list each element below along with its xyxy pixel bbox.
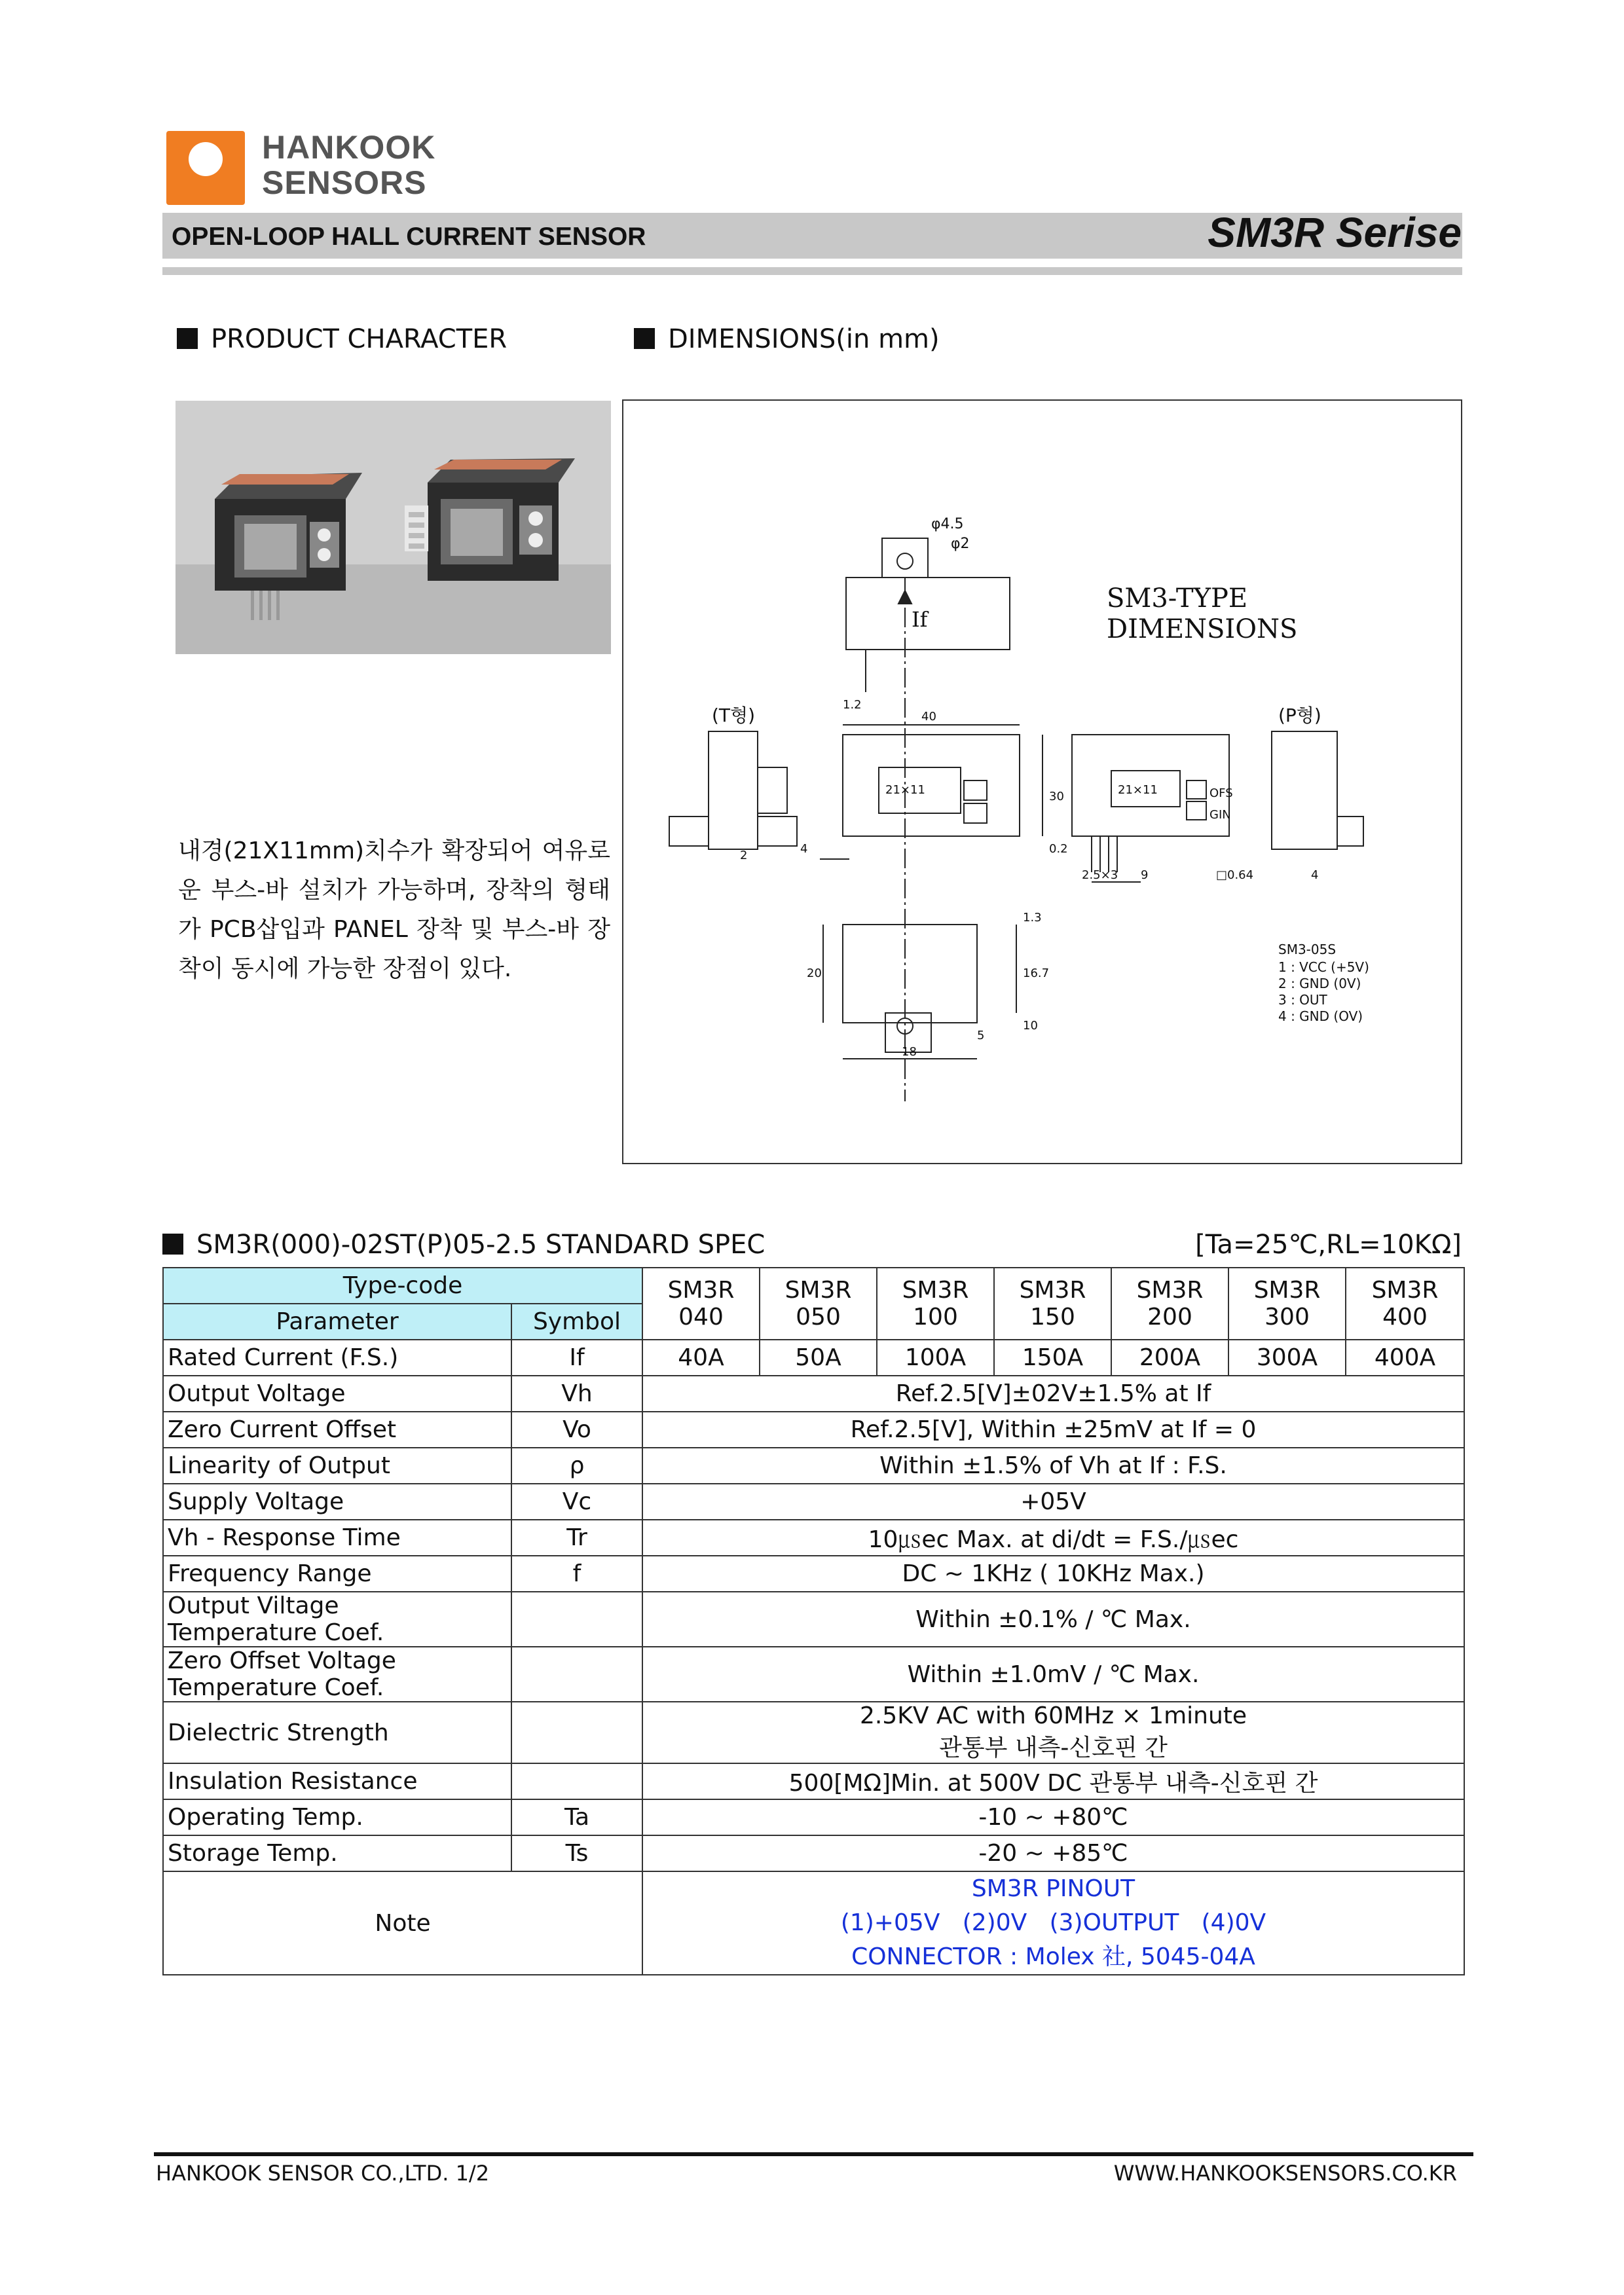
value-cell: 2.5KV AC with 60MHz × 1minute 관통부 내측-신호핀 간: [642, 1702, 1464, 1763]
param-cell: Rated Current (F.S.): [163, 1340, 511, 1376]
footer-website[interactable]: WWW.HANKOOKSENSORS.CO.KR: [1113, 2161, 1457, 2186]
symbol-cell: Vo: [511, 1412, 642, 1448]
symbol-cell: [511, 1763, 642, 1799]
dim-phi2: φ2: [951, 536, 970, 552]
product-character-heading: [177, 324, 507, 354]
value-cell: Ref.2.5[V], Within ±25mV at If = 0: [642, 1412, 1464, 1448]
connector-line: CONNECTOR : Molex 社, 5045-04A: [851, 1943, 1255, 1970]
symbol-cell: Tr: [511, 1520, 642, 1556]
type-code-header: Type-code: [163, 1268, 642, 1304]
pinout-3: 3 : OUT: [1278, 992, 1327, 1008]
dim-16-7: 16.7: [1023, 966, 1050, 980]
model-header: SM3R 100: [877, 1268, 994, 1340]
drawing-title-2: DIMENSIONS: [1107, 614, 1298, 644]
pinout-2: 2 : GND (0V): [1278, 976, 1361, 991]
parameter-header: Parameter: [163, 1304, 511, 1340]
t-type-label: (T형): [712, 705, 755, 726]
param-cell: Insulation Resistance: [163, 1763, 511, 1799]
param-cell: Output Viltage Temperature Coef.: [163, 1592, 511, 1647]
document-subtitle: OPEN-LOOP HALL CURRENT SENSOR: [172, 223, 646, 251]
symbol-cell: Vh: [511, 1376, 642, 1412]
value-cell: +05V: [642, 1484, 1464, 1520]
dimensions-label: DIMENSIONS(in mm): [668, 324, 940, 354]
table-row: [163, 1835, 1464, 1871]
value-cell: 150A: [994, 1340, 1111, 1376]
table-row: [163, 1520, 1464, 1556]
dim-9: 9: [1141, 868, 1149, 882]
value-cell: 10㎲ec Max. at di/dt = F.S./㎲ec: [642, 1520, 1464, 1556]
table-row: [163, 1448, 1464, 1484]
symbol-cell: f: [511, 1556, 642, 1592]
param-cell: Zero Current Offset: [163, 1412, 511, 1448]
model-header: SM3R 150: [994, 1268, 1111, 1340]
dim-40: 40: [921, 710, 936, 724]
if-label: If: [912, 607, 928, 632]
dim-10: 10: [1023, 1019, 1038, 1033]
p-type-label: (P형): [1278, 705, 1321, 726]
title-bar-underline: [162, 267, 1462, 275]
pinout-4: 4 : GND (OV): [1278, 1008, 1363, 1024]
footer-divider: [154, 2152, 1473, 2156]
value-cell: 40A: [642, 1340, 760, 1376]
dim-1-2: 1.2: [843, 698, 862, 712]
value-cell: Ref.2.5[V]±02V±1.5% at If: [642, 1376, 1464, 1412]
logo-line-2: SENSORS: [262, 164, 427, 201]
value-cell: Within ±1.0mV / ℃ Max.: [642, 1647, 1464, 1702]
value-cell: Within ±1.5% of Vh at If : F.S.: [642, 1448, 1464, 1484]
dimensions-drawing: [623, 401, 1461, 1163]
dim-2: 2: [740, 849, 748, 862]
dim-4-p: 4: [1311, 868, 1319, 882]
value-cell: -20 ~ +85℃: [642, 1835, 1464, 1871]
table-row: [163, 1702, 1464, 1763]
value-cell: 100A: [877, 1340, 994, 1376]
table-row: [163, 1592, 1464, 1647]
spec-conditions: [Ta=25℃,RL=10KΩ]: [1195, 1230, 1462, 1260]
dim-0-64: □0.64: [1216, 868, 1254, 882]
param-cell: Storage Temp.: [163, 1835, 511, 1871]
param-cell: Linearity of Output: [163, 1448, 511, 1484]
product-photo-illustration: [175, 401, 611, 654]
table-row: [163, 1647, 1464, 1702]
dim-phi45: φ4.5: [931, 516, 964, 532]
value-cell: 200A: [1111, 1340, 1228, 1376]
bullet-square-icon: [162, 1234, 183, 1255]
model-header: SM3R 040: [642, 1268, 760, 1340]
value-cell: -10 ~ +80℃: [642, 1799, 1464, 1835]
dim-30: 30: [1049, 790, 1064, 803]
param-cell: Operating Temp.: [163, 1799, 511, 1835]
drawing-title-1: SM3-TYPE: [1107, 583, 1248, 614]
company-logo-text: [262, 130, 435, 200]
footer-company: HANKOOK SENSOR CO.,LTD. 1/2: [156, 2161, 490, 2186]
dim-5: 5: [977, 1029, 985, 1042]
value-cell: 500[MΩ]Min. at 500V DC 관통부 내측-신호핀 간: [642, 1763, 1464, 1799]
model-header: SM3R 300: [1228, 1268, 1346, 1340]
symbol-cell: Ta: [511, 1799, 642, 1835]
symbol-cell: [511, 1592, 642, 1647]
product-character-label: PRODUCT CHARACTER: [211, 324, 507, 354]
table-row: [163, 1484, 1464, 1520]
param-cell: Supply Voltage: [163, 1484, 511, 1520]
symbol-cell: [511, 1647, 642, 1702]
series-title: SM3R Serise: [1208, 209, 1462, 256]
param-cell: Vh - Response Time: [163, 1520, 511, 1556]
symbol-cell: If: [511, 1340, 642, 1376]
table-row: [163, 1799, 1464, 1835]
table-row: [163, 1340, 1464, 1376]
value-cell: 300A: [1228, 1340, 1346, 1376]
bullet-square-icon: [634, 328, 655, 349]
param-cell: Dielectric Strength: [163, 1702, 511, 1763]
param-cell: Zero Offset Voltage Temperature Coef.: [163, 1647, 511, 1702]
pinout-title-note: SM3R PINOUT: [971, 1875, 1135, 1902]
value-cell: 50A: [760, 1340, 877, 1376]
pinout-line: (1)+05V (2)0V (3)OUTPUT (4)0V: [840, 1909, 1266, 1936]
dim-0-2: 0.2: [1049, 842, 1068, 856]
dim-18: 18: [902, 1045, 917, 1059]
ofs-label: OFS: [1209, 786, 1233, 800]
symbol-cell: [511, 1702, 642, 1763]
gin-label: GIN: [1209, 808, 1231, 822]
pinout-title: SM3-05S: [1278, 942, 1337, 957]
dimensions-heading: [634, 324, 940, 354]
table-row: [163, 1556, 1464, 1592]
symbol-cell: ρ: [511, 1448, 642, 1484]
table-row: [163, 1871, 1464, 1975]
symbol-header: Symbol: [511, 1304, 642, 1340]
symbol-cell: Ts: [511, 1835, 642, 1871]
param-cell: Frequency Range: [163, 1556, 511, 1592]
table-row: [163, 1412, 1464, 1448]
model-header: SM3R 200: [1111, 1268, 1228, 1340]
spec-table: [162, 1267, 1465, 1975]
value-cell: Within ±0.1% / ℃ Max.: [642, 1592, 1464, 1647]
bullet-square-icon: [177, 328, 198, 349]
dim-21x11-left: 21×11: [885, 783, 925, 797]
spec-title: SM3R(000)-02ST(P)05-2.5 STANDARD SPEC: [196, 1230, 766, 1260]
model-header: SM3R 400: [1346, 1268, 1464, 1340]
logo-line-1: HANKOOK: [262, 129, 436, 166]
note-label: Note: [163, 1871, 642, 1975]
pinout-1: 1 : VCC (+5V): [1278, 959, 1369, 975]
value-cell: DC ~ 1KHz ( 10KHz Max.): [642, 1556, 1464, 1592]
logo-dot: [189, 142, 223, 176]
symbol-cell: Vc: [511, 1484, 642, 1520]
model-header: SM3R 050: [760, 1268, 877, 1340]
dim-21x11-right: 21×11: [1118, 783, 1158, 797]
value-cell: 400A: [1346, 1340, 1464, 1376]
table-row: [163, 1763, 1464, 1799]
table-row: [163, 1376, 1464, 1412]
dim-4: 4: [800, 842, 808, 856]
param-cell: Output Voltage: [163, 1376, 511, 1412]
dimensions-drawing-frame: [622, 399, 1462, 1164]
dim-20: 20: [807, 966, 822, 980]
dim-1-3: 1.3: [1023, 911, 1042, 925]
dim-2-5x3: 2.5×3: [1082, 868, 1118, 882]
note-content: [642, 1871, 1464, 1975]
spec-heading: [162, 1230, 765, 1260]
table-row: [163, 1268, 1464, 1304]
product-description: 내경(21X11mm)치수가 확장되어 여유로운 부스-바 설치가 가능하며, 장착의 형태가 PCB삽입과 PANEL 장착 및 부스-바 장착이 동시에 가능한 장점이 있다.: [178, 837, 610, 982]
product-photo: [175, 401, 611, 654]
